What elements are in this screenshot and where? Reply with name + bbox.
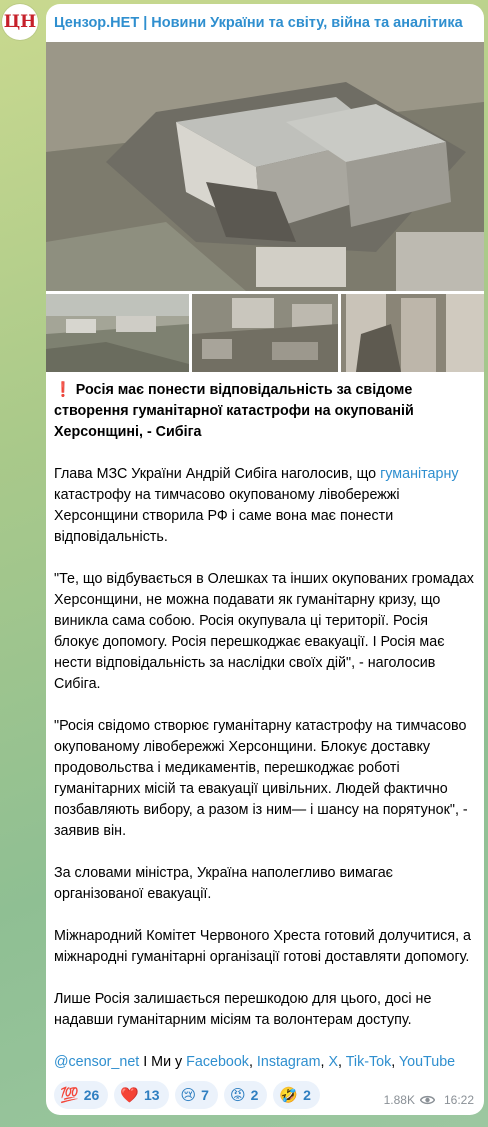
- paragraph-2: "Те, що відбувається в Олешках та інших окупованих громадах Херсонщини, не можна подавати як гуманітарну кризу, що виникла сама собою. Росія окупувала ці території. Росія блокує допомогу. Росія перешкоджає евакуації. І Росія має нести відповідальність за наслідки своїх дій", - наголосив Сибіга.: [54, 571, 474, 692]
- reaction-laugh[interactable]: 🤣 2: [273, 1081, 319, 1109]
- views-count: 1.88K: [383, 1093, 415, 1107]
- message-meta: [384, 1093, 474, 1107]
- paragraph-4: За словами міністра, Україна наполегливо вимагає організованої евакуації.: [54, 865, 393, 902]
- link-facebook[interactable]: Facebook: [186, 1054, 249, 1070]
- link-gumanitarnu[interactable]: гуманітарну: [380, 466, 459, 482]
- post-headline: ❗ Росія має понести відповідальність за свідоме створення гуманітарної катастрофи на окупованій Херсонщині, - Сибіга: [54, 382, 414, 440]
- reaction-heart[interactable]: ❤️ 13: [114, 1081, 168, 1109]
- post-footer: @censor_net І Ми у Facebook, Instagram, X, Tik-Tok, YouTube: [54, 1054, 456, 1070]
- exclamation-icon: ❗: [54, 382, 72, 398]
- eye-icon: [420, 1095, 435, 1105]
- post-text: [54, 380, 476, 1073]
- angry-face-icon: 😡: [229, 1086, 246, 1104]
- heart-icon: ❤️: [120, 1086, 139, 1104]
- reaction-cry[interactable]: 😢 7: [175, 1081, 218, 1109]
- reaction-angry[interactable]: 😡 2: [224, 1081, 267, 1109]
- laughing-face-icon: 🤣: [279, 1086, 299, 1104]
- photo-thumb-2[interactable]: [192, 294, 338, 372]
- paragraph-1: Глава МЗС України Андрій Сибіга наголосив, що гуманітарну катастрофу на тимчасово окупованому лівобережжі Херсонщини створила РФ і саме вона має понести відповідальність.: [54, 466, 459, 545]
- hundred-icon: 💯: [60, 1086, 79, 1104]
- paragraph-5: Міжнародний Комітет Червоного Хреста готовий долучитися, а міжнародні гуманітарні організації готові доставляти допомогу.: [54, 928, 471, 965]
- link-youtube[interactable]: YouTube: [398, 1054, 456, 1070]
- link-tiktok[interactable]: Tik-Tok: [345, 1054, 392, 1070]
- photo-main[interactable]: [46, 42, 484, 291]
- reactions-bar: [54, 1081, 320, 1109]
- link-x[interactable]: X: [328, 1054, 338, 1070]
- channel-name[interactable]: Цензор.НЕТ | Новини України та світу, війна та аналітика: [54, 15, 463, 31]
- photo-thumb-3[interactable]: [341, 294, 484, 372]
- handle-link[interactable]: @censor_net: [54, 1054, 140, 1070]
- message-bubble: [46, 4, 484, 1115]
- paragraph-6: Лише Росія залишається перешкодою для цього, досі не надавши гуманітарним місіям та волонтерам доступу.: [54, 991, 432, 1028]
- channel-avatar[interactable]: ЦН: [2, 4, 38, 40]
- message-time: 16:22: [443, 1093, 474, 1107]
- paragraph-3: "Росія свідомо створює гуманітарну катастрофу на тимчасово окупованому лівобережжі Херсонщини. Блокує доставку продовольства і медикаментів, перешкоджає роботі гуманітарних місій та евакуації цивільних. Людей фактично позбавляють вибору, а разом із ним— і шансу на порятунок", - заявив він.: [54, 718, 468, 839]
- photo-thumb-1[interactable]: [46, 294, 189, 372]
- reaction-hundred[interactable]: 💯 26: [54, 1081, 108, 1109]
- crying-face-icon: 😢: [180, 1086, 197, 1104]
- link-instagram[interactable]: Instagram: [256, 1054, 321, 1070]
